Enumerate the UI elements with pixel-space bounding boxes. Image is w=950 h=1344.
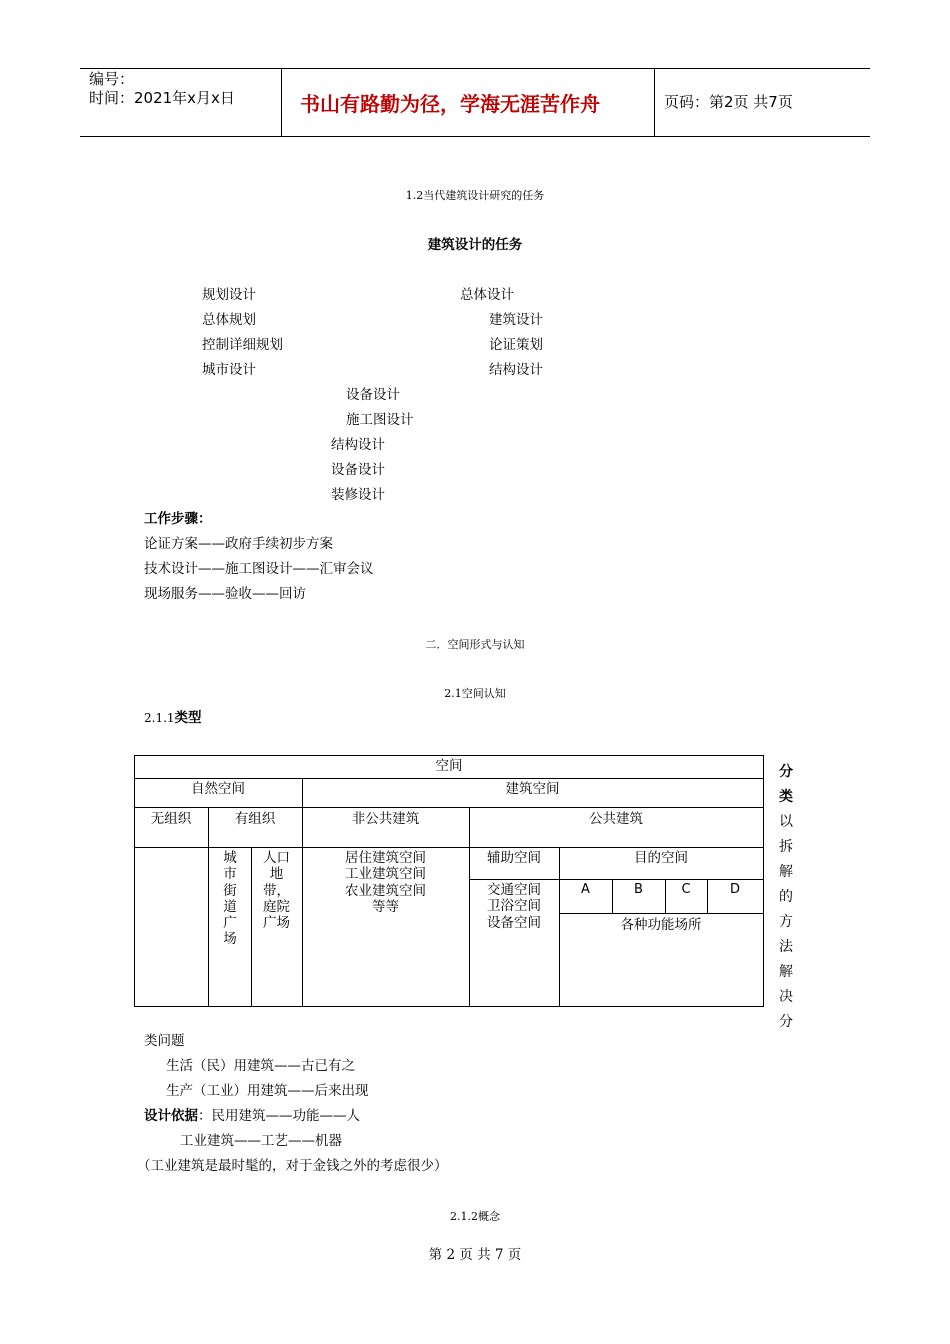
text-line: 生活（民）用建筑——古已有之 [166,1058,355,1074]
work-step: 技术设计——施工图设计——汇审会议 [144,561,374,577]
text-line: 生产（工业）用建筑——后来出现 [166,1083,369,1099]
list-item: 城市设计 [202,362,256,378]
document-number-label: 编号： [89,70,135,88]
list-item: 结构设计 [331,437,385,453]
section-title-2-1: 2.1空间认知 [444,687,506,700]
side-note-vertical: 分 类 以 拆 解 的 方 法 解 决 分 [779,764,793,1030]
table-cell-letter-b: B [634,882,643,897]
page-footer: 第 2 页 共 7 页 [428,1247,522,1263]
work-step: 论证方案——政府手续初步方案 [144,536,333,552]
header-page-info: 页码：第2页 共7页 [664,93,793,111]
list-item: 建筑设计 [489,312,543,328]
design-basis-line [144,1110,360,1124]
type-heading [144,712,202,726]
table-cell-auxiliary-space: 辅助空间 [487,850,541,866]
table-cell-organized: 有组织 [234,811,276,827]
table-cell-functional-places: 各种功能场所 [620,917,702,933]
section-title-2: 二．空间形式与认知 [425,638,525,651]
list-item: 设备设计 [346,387,400,403]
table-cell-space: 空间 [435,758,463,774]
table-cell-public: 公共建筑 [589,811,643,827]
list-item: 论证策划 [489,337,543,353]
work-step: 现场服务——验收——回访 [144,586,306,602]
list-item: 规划设计 [202,287,256,303]
work-steps-title: 工作步骤： [144,511,212,527]
table-cell-non-public-items: 居住建筑空间 工业建筑空间 农业建筑空间 等等 [345,850,426,915]
list-item: 结构设计 [489,362,543,378]
design-basis-label: 设计依据 [144,1108,198,1124]
section-title-1-2: 1.2当代建筑设计研究的任务 [405,189,545,202]
section-subtitle: 建筑设计的任务 [427,237,523,253]
type-heading-number: 2.1.1 [144,711,175,725]
table-cell-unorganized: 无组织 [150,811,192,827]
table-cell-letter-c: C [681,882,691,897]
table-cell-built-space: 建筑空间 [505,781,560,797]
list-item: 装修设计 [331,487,385,503]
side-note-continuation: 类问题 [144,1033,185,1049]
design-basis-text: ：民用建筑——功能——人 [198,1108,360,1124]
document-time-label: 时间：2021年x月x日 [89,89,235,107]
table-cell-non-public: 非公共建筑 [351,811,420,827]
list-item: 总体规划 [202,312,256,328]
table-cell-letter-d: D [729,882,740,897]
list-item: 设备设计 [331,462,385,478]
list-item: 控制详细规划 [202,337,283,353]
list-item: 施工图设计 [346,412,414,428]
list-item: 总体设计 [460,287,514,303]
table-cell-auxiliary-items: 交通空间 卫浴空间 设备空间 [487,882,541,931]
table-cell-natural-space: 自然空间 [191,781,245,797]
text-line: 工业建筑——工艺——机器 [180,1133,342,1149]
table-cell-purpose-space: 目的空间 [634,850,688,866]
type-heading-text: 类型 [174,710,202,726]
text-line: （工业建筑是最时髦的，对于金钱之外的考虑很少） [137,1158,448,1174]
section-title-2-1-2: 2.1.2概念 [450,1210,500,1223]
table-cell-city-streets: 城 市 街 道 广 场 [223,850,237,948]
header-motto: 书山有路勤为径，学海无涯苦作舟 [300,92,600,116]
table-cell-people-zones: 人口 地 带， 庭院 广场 [263,850,290,932]
table-cell-letter-a: A [581,882,590,897]
